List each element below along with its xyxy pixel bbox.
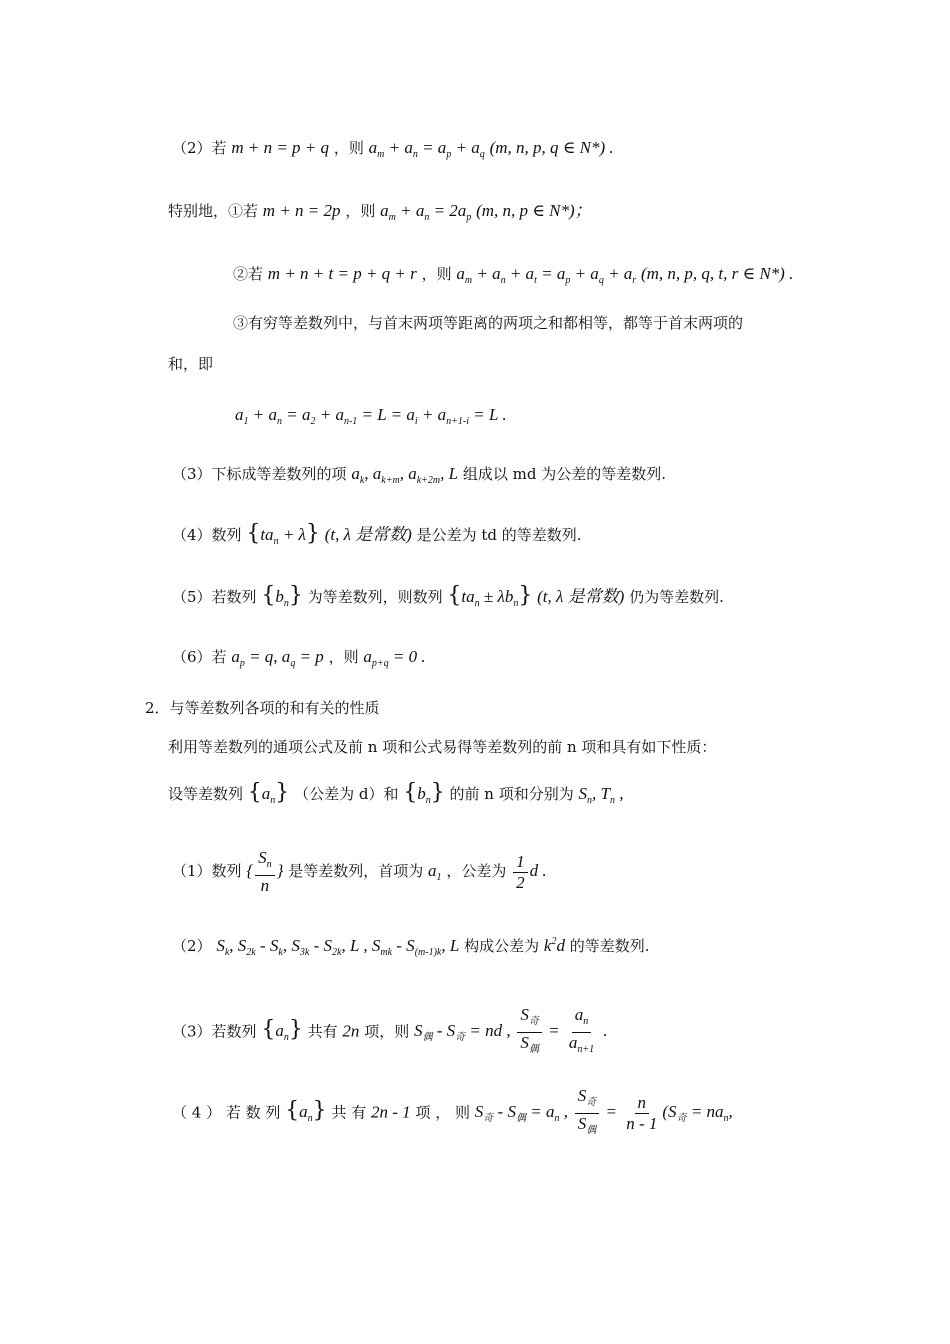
section-2-title: 2．与等差数列各项的和有关的性质 xyxy=(145,699,380,717)
property-4-seq: $\{ta_n + \lambda\}$ xyxy=(246,521,320,547)
case-2-condition: m + n + t = p + q + r xyxy=(267,264,417,283)
property-4-label: （4）数列 xyxy=(172,526,242,544)
property-5-seq: $\{ta_n \pm \lambda b_n\}$ xyxy=(447,583,533,609)
special-label: 特别地，①若 xyxy=(168,202,259,220)
property-3-text: 组成以 md 为公差的等差数列. xyxy=(462,465,667,483)
special-case-2 xyxy=(233,262,793,293)
special-case-1 xyxy=(168,199,592,230)
property-3-label: （3）下标成等差数列的项 xyxy=(172,465,347,483)
case-2-result: $a_m + a_n + a_t = a_p + a_q + a_r$ xyxy=(456,264,637,286)
property-6-then: ，则 xyxy=(328,648,359,666)
special-case-3 xyxy=(233,311,743,335)
special-result: $a_m + a_n = 2a_p$ xyxy=(380,201,472,223)
property-2-then: ，则 xyxy=(333,139,364,157)
property-6-result: $a_{p+q} = 0$ . xyxy=(363,647,426,669)
property-2-condition: m + n = p + q xyxy=(231,138,330,157)
property-4 xyxy=(172,522,582,554)
property-2-result: $a_m + a_n = a_p + a_q$ xyxy=(368,138,485,160)
special-case-3-cont xyxy=(168,352,213,376)
special-condition: m + n = 2p xyxy=(262,201,341,220)
special-then: ，则 xyxy=(345,202,376,220)
property-5-text: 仍为等差数列. xyxy=(629,588,724,606)
property-5-mid: 为等差数列，则数列 xyxy=(307,588,443,606)
property-2-label: （2）若 xyxy=(172,139,227,157)
property-5-label: （5）若数列 xyxy=(172,588,257,606)
property-2 xyxy=(172,136,614,167)
property-5 xyxy=(172,584,724,616)
section-2-intro: 利用等差数列的通项公式及前 n 项和公式易得等差数列的前 n 项和具有如下性质： xyxy=(168,738,717,756)
section-2-setup: 设等差数列 $\{a_n\}$ （公差为 d）和 $\{b_n\}$ 的前 n 项和分别为 $S_n$, $T_n$ , xyxy=(168,780,624,806)
property-6 xyxy=(172,645,426,676)
property-4-param: (t, λ 是常数) xyxy=(324,525,412,544)
special-domain: (m, n, p ∈ N*)； xyxy=(476,201,592,220)
case-2-then: ，则 xyxy=(421,265,452,283)
case-3-formula: $a_1 + a_n = a_2 + a_{n-1} = L = a_i + a_{n+1-i} = L$ . xyxy=(235,405,507,427)
property-5-seq-b: $\{b_n\}$ xyxy=(261,583,303,609)
property-3-terms: $a_k$, $a_{k+m}$, $a_{k+2m}$, L xyxy=(351,464,459,486)
property-4-text: 是公差为 td 的等差数列. xyxy=(416,526,582,544)
property-6-label: （6）若 xyxy=(172,648,227,666)
sum-property-2: （2） $S_k$, $S_{2k} - S_k$, $S_{3k} - S_{2k}$, L , $S_{mk} - S_{(m-1)k}$, L 构成公差为 $k^2d$ 的等差数列. xyxy=(172,936,650,958)
sum-property-1: （1）数列 { $\frac{S_n}{n}$ } 是等差数列，首项为 $a_1$ ，公差为 $\frac{1}{2}$ d . xyxy=(172,848,547,895)
property-3 xyxy=(172,462,666,493)
case-2-domain: (m, n, p, q, t, r ∈ N*) . xyxy=(640,264,794,283)
case-2-label: ②若 xyxy=(233,265,264,283)
sum-property-4: （ 4 ） 若 数 列 $\{a_n\}$ 共 有 2n - 1 项 ， 则 $S_奇 - S_偶 = a_n$ , $\frac{S_奇}{S_偶}$ = $\frac{n}{n - 1}$ ($S_奇 = na_n$, xyxy=(172,1086,733,1136)
sum-property-3: （3）若数列 $\{a_n\}$ 共有 2n 项，则 $S_偶 - S_奇$ = nd , $\frac{S_奇}{S_偶}$ = $\frac{a_n}{a_{n+1}}$ . xyxy=(172,1005,608,1055)
case-3-text2: 和，即 xyxy=(168,355,214,373)
property-5-param: (t, λ 是常数) xyxy=(537,587,625,606)
property-2-domain: (m, n, p, q ∈ N*) . xyxy=(489,138,614,157)
case-3-text: ③有穷等差数列中，与首末两项等距离的两项之和都相等，都等于首末两项的 xyxy=(233,314,744,332)
property-6-cond: $a_p = q$, $a_q = p$ xyxy=(231,647,324,669)
